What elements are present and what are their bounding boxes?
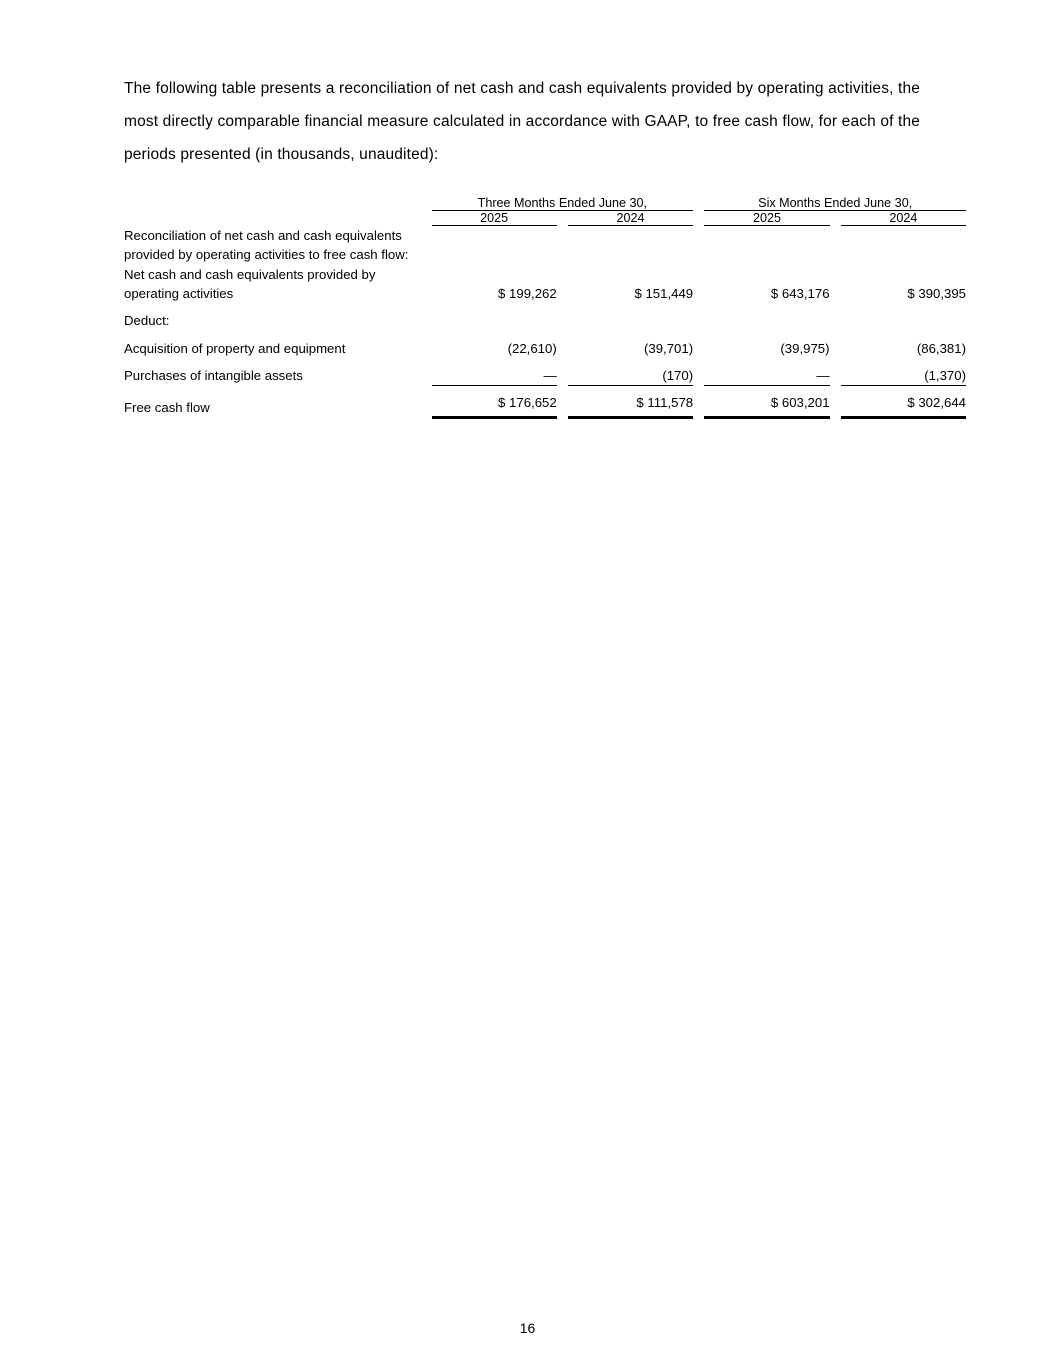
row-value-acquisition-ppe-2: (39,701): [644, 340, 694, 356]
row-value-net-cash-4: $ 390,395: [907, 285, 966, 301]
row-gap-deduct-1: [557, 303, 568, 330]
year-header-q2-2024: 2024: [568, 211, 693, 226]
year-header-gap-3: [830, 211, 841, 226]
row-gap-net-cash-2: [693, 265, 704, 303]
section-title-c1: [432, 226, 557, 265]
intro-paragraph: The following table presents a reconciliation of net cash and cash equivalents provided by operating activities, the most directly comparable financial measure calculated in accordance with GAAP, to free cash flow, for each of the periods presented (in thousands, unaudited):: [124, 80, 921, 163]
year-header-row: [124, 211, 966, 226]
group-header-row: [124, 196, 966, 211]
section-title-gap-2: [693, 226, 704, 265]
row-value-net-cash-3: $ 643,176: [770, 285, 830, 301]
table-row: [124, 303, 966, 330]
free-cash-flow-table: [124, 196, 966, 419]
row-gap-deduct-2: [693, 303, 704, 330]
row-gap-ppe-1: [557, 330, 568, 358]
row-value-intangible-3: —: [816, 367, 830, 383]
row-gap-fcf-1: [557, 385, 568, 417]
row-label-acquisition-ppe: Acquisition of property and equipment: [124, 340, 346, 356]
row-value-deduct-3: [704, 303, 829, 330]
row-gap-net-cash-3: [830, 265, 841, 303]
row-value-acquisition-ppe-1: (22,610): [507, 340, 557, 356]
page-number: 16: [519, 1320, 536, 1336]
row-value-intangible-1: —: [543, 367, 557, 383]
row-gap-ppe-3: [830, 330, 841, 358]
row-value-deduct-2: [568, 303, 693, 330]
group-header-blank: [124, 196, 432, 211]
row-value-intangible-4: (1,370): [924, 367, 966, 383]
group-header-six-months: Six Months Ended June 30,: [704, 196, 966, 211]
table-row: [124, 265, 966, 303]
row-value-acquisition-ppe-4: (86,381): [916, 340, 966, 356]
row-label-free-cash-flow: Free cash flow: [124, 400, 210, 415]
row-gap-ppe-2: [693, 330, 704, 358]
year-header-q2-2025: 2025: [432, 211, 557, 226]
table-row: [124, 358, 966, 386]
row-gap-net-cash-1: [557, 265, 568, 303]
row-value-free-cash-flow-3: $ 603,201: [704, 385, 829, 417]
row-value-net-cash-2: $ 151,449: [634, 285, 694, 301]
group-header-gap: [693, 196, 704, 211]
row-gap-intang-1: [557, 358, 568, 386]
row-label-intangible-assets: Purchases of intangible assets: [124, 368, 303, 383]
row-gap-intang-3: [830, 358, 841, 386]
year-header-blank: [124, 211, 432, 226]
row-value-net-cash-1: $ 199,262: [498, 285, 557, 301]
section-title-gap-1: [557, 226, 568, 265]
table-row-total: [124, 385, 966, 417]
row-value-deduct-1: [432, 303, 557, 330]
section-title-c2: [568, 226, 693, 265]
row-gap-intang-2: [693, 358, 704, 386]
row-value-free-cash-flow-2: $ 111,578: [568, 385, 693, 417]
group-header-three-months: Three Months Ended June 30,: [432, 196, 694, 211]
year-header-ytd-2025: 2025: [704, 211, 829, 226]
year-header-ytd-2024: 2024: [841, 211, 966, 226]
section-title: Reconciliation of net cash and cash equivalents provided by operating activities to free cash flow:: [124, 227, 409, 262]
row-value-free-cash-flow-4: $ 302,644: [841, 385, 966, 417]
section-title-gap-3: [830, 226, 841, 265]
row-value-free-cash-flow-1: $ 176,652: [432, 385, 557, 417]
table-row: [124, 330, 966, 358]
row-value-deduct-4: [841, 303, 966, 330]
row-gap-fcf-3: [830, 385, 841, 417]
row-gap-deduct-3: [830, 303, 841, 330]
row-label-deduct: Deduct:: [124, 312, 170, 328]
row-label-net-cash: Net cash and cash equivalents provided by operating activities: [124, 266, 376, 301]
year-header-gap-2: [693, 211, 704, 226]
year-header-gap-1: [557, 211, 568, 226]
row-gap-fcf-2: [693, 385, 704, 417]
row-value-acquisition-ppe-3: (39,975): [780, 340, 830, 356]
section-title-c4: [841, 226, 966, 265]
section-title-row: [124, 226, 966, 265]
section-title-c3: [704, 226, 829, 265]
row-value-intangible-2: (170): [662, 367, 694, 383]
